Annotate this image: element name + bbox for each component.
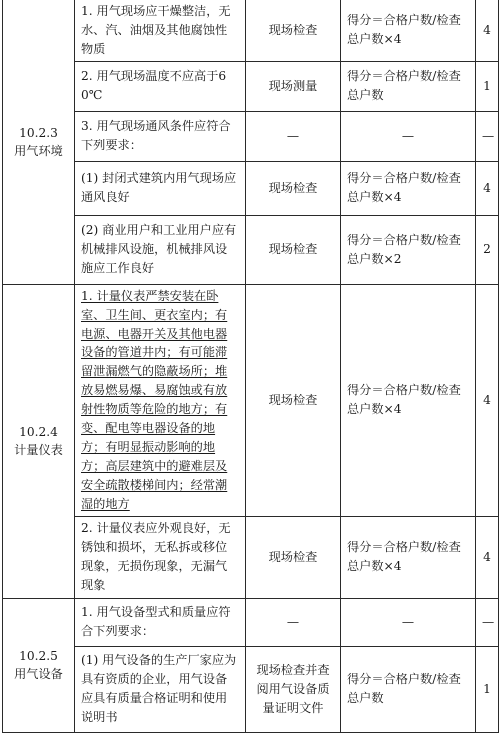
method-cell: 现场检查 <box>246 284 341 516</box>
section-name: 用气环境 <box>14 143 63 158</box>
score-formula-cell: 得分＝合格户数/检查总户数×4 <box>341 0 476 61</box>
method-cell: 现场检查 <box>246 0 341 61</box>
section-name: 计量仪表 <box>14 443 63 458</box>
points-cell: 4 <box>476 161 499 215</box>
section-code: 10.2.5 <box>19 648 58 663</box>
section-cell <box>3 0 75 284</box>
points-cell: 1 <box>476 61 499 111</box>
table-row <box>3 646 499 732</box>
score-formula-cell: — <box>341 111 476 161</box>
method-cell: 现场检查并查阅用气设备质量证明文件 <box>246 646 341 732</box>
points-cell: 2 <box>476 215 499 284</box>
table-row <box>3 598 499 646</box>
method-cell: 现场检查 <box>246 516 341 598</box>
method-cell: 现场测量 <box>246 61 341 111</box>
points-cell: 4 <box>476 516 499 598</box>
table-row <box>3 215 499 284</box>
table-row <box>3 61 499 111</box>
inspection-criteria-table <box>2 0 499 733</box>
method-cell: — <box>246 111 341 161</box>
score-formula-cell: 得分＝合格户数/检查总户数×4 <box>341 516 476 598</box>
points-cell: 4 <box>476 0 499 61</box>
requirement-cell: (1) 用气设备的生产厂家应为具有资质的企业，用气设备应具有质量合格证明和使用说明书 <box>75 646 246 732</box>
requirement-cell: 1. 用气设备型式和质量应符合下列要求： <box>75 598 246 646</box>
score-formula-cell: — <box>341 598 476 646</box>
method-cell: — <box>246 598 341 646</box>
points-cell: 4 <box>476 284 499 516</box>
section-cell <box>3 284 75 598</box>
requirement-cell: 1. 用气现场应干燥整洁，无水、汽、油烟及其他腐蚀性物质 <box>75 0 246 61</box>
requirement-cell <box>75 284 246 516</box>
section-name: 用气设备 <box>14 667 63 682</box>
requirement-cell: 3. 用气现场通风条件应符合下列要求： <box>75 111 246 161</box>
requirement-cell: 2. 计量仪表应外观良好，无锈蚀和损坏，无私拆或移位现象，无损伤现象，无漏气现象 <box>75 516 246 598</box>
section-code: 10.2.3 <box>19 125 58 140</box>
section-cell <box>3 598 75 732</box>
table-row <box>3 516 499 598</box>
score-formula-cell: 得分＝合格户数/检查总户数 <box>341 646 476 732</box>
points-cell: — <box>476 111 499 161</box>
table-row <box>3 0 499 61</box>
requirement-cell: (1) 封闭式建筑内用气现场应通风良好 <box>75 161 246 215</box>
points-cell: — <box>476 598 499 646</box>
method-cell: 现场检查 <box>246 161 341 215</box>
table-row <box>3 161 499 215</box>
points-cell: 1 <box>476 646 499 732</box>
underlined-requirement-text: 1. 计量仪表严禁安装在卧室、卫生间、更衣室内；有电源、电器开关及其他电器设备的管道井内；有可能滞留泄漏燃气的隐蔽场所；堆放易燃易爆、易腐蚀或有放射性物质等危险的地方；有变、配电等电器设备的地方；有明显振动影响的地方；高层建筑中的避难层及安全疏散楼梯间内；经常潮湿的地方 <box>81 288 228 511</box>
score-formula-cell: 得分＝合格户数/检查总户数×4 <box>341 284 476 516</box>
score-formula-cell: 得分＝合格户数/检查总户数×2 <box>341 215 476 284</box>
section-code: 10.2.4 <box>19 424 58 439</box>
score-formula-cell: 得分＝合格户数/检查总户数×4 <box>341 161 476 215</box>
requirement-cell: (2) 商业用户和工业用户应有机械排风设施，机械排风设施应工作良好 <box>75 215 246 284</box>
table-row <box>3 111 499 161</box>
method-cell: 现场检查 <box>246 215 341 284</box>
table-row <box>3 284 499 516</box>
score-formula-cell: 得分＝合格户数/检查总户数 <box>341 61 476 111</box>
requirement-cell: 2. 用气现场温度不应高于60℃ <box>75 61 246 111</box>
